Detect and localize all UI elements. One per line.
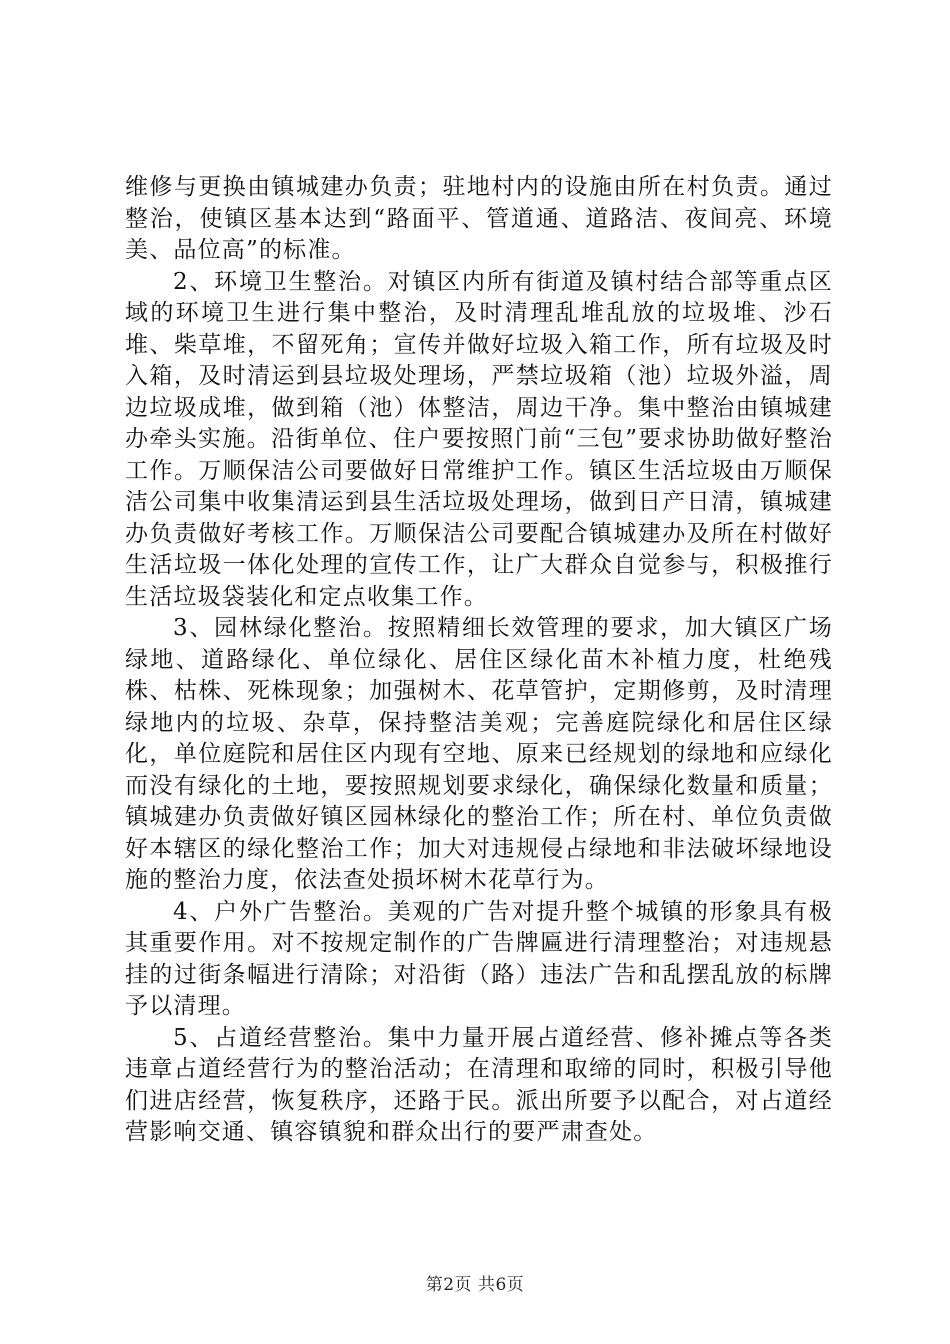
paragraph-environmental-sanitation: 2、环境卫生整治。对镇区内所有街道及镇村结合部等重点区域的环境卫生进行集中整治，及时清理乱堆乱放的垃圾堆、沙石堆、柴草堆，不留死角；宣传并做好垃圾入箱工作，所有垃圾及时入箱，及时清运到县垃圾处理场，严禁垃圾箱（池）垃圾外溢，周边垃圾成堆，做到箱（池）体整洁，周边干净。集中整治由镇城建办牵头实施。沿街单位、住户要按照门前“三包”要求协助做好整治工作。万顺保洁公司要做好日常维护工作。镇区生活垃圾由万顺保洁公司集中收集清运到县生活垃圾处理场，做到日产日清，镇城建办负责做好考核工作。万顺保洁公司要配合镇城建办及所在村做好生活垃圾一体化处理的宣传工作，让广大群众自觉参与，积极推行生活垃圾袋装化和定点收集工作。 <box>125 268 833 610</box>
paragraph-street-vending: 5、占道经营整治。集中力量开展占道经营、修补摊点等各类违章占道经营行为的整治活动；在清理和取缔的同时，积极引导他们进店经营，恢复秩序，还路于民。派出所要予以配合，对占道经营影响交通、镇容镇貌和群众出行的要严肃查处。 <box>125 1024 833 1145</box>
paragraph-continuation: 维修与更换由镇城建办负责；驻地村内的设施由所在村负责。通过整治，使镇区基本达到“路面平、管道通、道路洁、夜间亮、环境美、品位高”的标准。 <box>125 174 833 263</box>
page-number-footer: 第2页 共6页 <box>425 1275 525 1295</box>
paragraph-landscaping: 3、园林绿化整治。按照精细长效管理的要求，加大镇区广场绿地、道路绿化、单位绿化、居住区绿化苗木补植力度，杜绝残株、枯株、死株现象；加强树木、花草管护，定期修剪，及时清理绿地内的垃圾、杂草，保持整洁美观；完善庭院绿化和居住区绿化，单位庭院和居住区内现有空地、原来已经规划的绿地和应绿化而没有绿化的土地，要按照规划要求绿化，确保绿化数量和质量；镇城建办负责做好镇区园林绿化的整治工作；所在村、单位负责做好本辖区的绿化整治工作；加大对违规侵占绿地和非法破坏绿地设施的整治力度，依法查处损坏树木花草行为。 <box>125 615 833 893</box>
document-body <box>125 172 833 1149</box>
paragraph-outdoor-advertising: 4、户外广告整治。美观的广告对提升整个城镇的形象具有极其重要作用。对不按规定制作的广告牌匾进行清理整治；对违规悬挂的过街条幅进行清除；对沿街（路）违法广告和乱摆乱放的标牌予以清理。 <box>125 898 833 1019</box>
